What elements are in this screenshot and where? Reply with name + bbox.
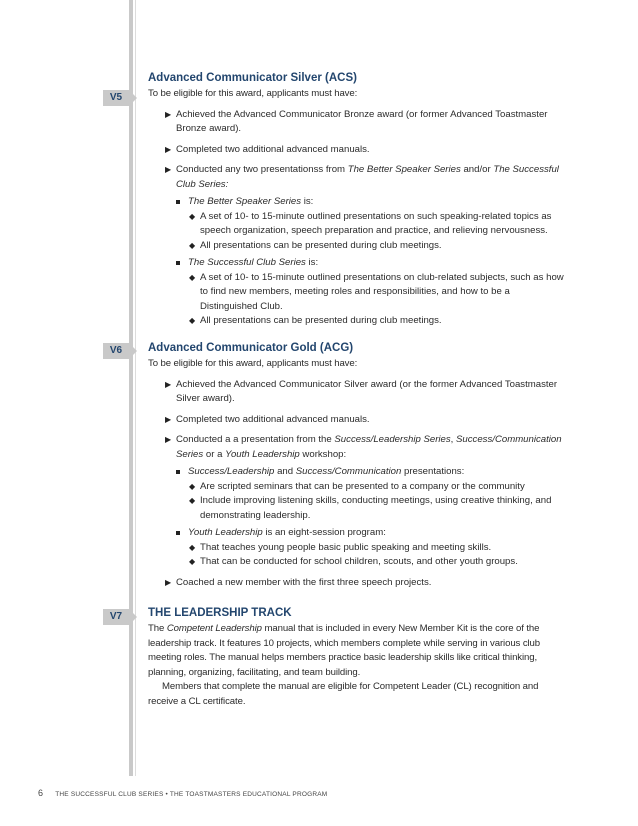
- acg-s2-d1: That teaches young people basic public speaking and meeting skills.: [200, 541, 492, 553]
- arrow-right-icon: ▶: [165, 109, 172, 119]
- lt-p1-post: manual that is included in every New Member Kit is the core of the leadership track. It features 10 projects, which members complete while serving in various club meeting roles. The manual helps members practice basic leadership skills like critical thinking, planning, organizing, facilitating, and team building.: [148, 623, 541, 678]
- diamond-icon: ◆: [189, 240, 196, 250]
- diamond-icon: ◆: [189, 272, 196, 282]
- acs-s1-post: is:: [301, 196, 314, 207]
- acs-b3-mid: and/or: [460, 164, 494, 175]
- tab-v5: V5: [103, 90, 129, 106]
- acg-section: [148, 342, 564, 590]
- margin-rule: [129, 0, 133, 776]
- acg-s1-post: presentations:: [401, 466, 465, 477]
- square-icon: [176, 261, 180, 265]
- acs-s2-d1: A set of 10- to 15-minute outlined presentations on club-related subjects, such as how to find new members, meeting roles and responsibilities, and how to be a Distinguished Club.: [200, 271, 564, 312]
- acs-heading: Advanced Communicator Silver (ACS): [148, 72, 357, 84]
- acg-s1-italic2: Success/Communication: [295, 466, 402, 477]
- sub-sub-item: [148, 239, 564, 254]
- sub-sub-item: [148, 494, 564, 523]
- acg-s2-d2: That can be conducted for school children, scouts, and other youth groups.: [200, 556, 518, 567]
- arrow-right-icon: ▶: [165, 165, 172, 174]
- acs-intro: To be eligible for this award, applicants must have:: [148, 88, 358, 99]
- acg-intro: To be eligible for this award, applicants must have:: [148, 358, 358, 369]
- acg-s1-italic1: Success/Leadership: [188, 466, 275, 477]
- sub-list-item: [148, 195, 564, 210]
- acg-heading: Advanced Communicator Gold (ACG): [148, 342, 354, 354]
- diamond-icon: ◆: [189, 542, 196, 552]
- acg-b1: Achieved the Advanced Communicator Silver award (or the former Advanced Toastmaster Silver award).: [176, 378, 558, 404]
- acs-s2-d2: All presentations can be presented during club meetings.: [200, 315, 442, 326]
- acs-s2-italic: The Successful Club Series: [188, 257, 306, 268]
- tab-v7: V7: [103, 609, 129, 625]
- tab-v6: V6: [103, 343, 129, 359]
- diamond-icon: ◆: [189, 557, 196, 566]
- footer-text: THE SUCCESSFUL CLUB SERIES • THE TOASTMASTERS EDUCATIONAL PROGRAM: [55, 791, 328, 798]
- list-item: [148, 413, 564, 428]
- acs-b3-italic1: The Better Speaker Series: [347, 164, 461, 175]
- acg-s1-d2: Include improving listening skills, conducting meetings, using creative thinking, and demonstrating leadership.: [200, 495, 552, 521]
- sub-list-item: [148, 256, 564, 271]
- acs-section: [148, 72, 564, 329]
- diamond-icon: ◆: [189, 316, 196, 325]
- sub-sub-item: [148, 210, 564, 239]
- list-item: [148, 143, 564, 158]
- lt-p1-pre: The: [148, 623, 167, 634]
- square-icon: [176, 531, 180, 535]
- sub-sub-item: [148, 271, 564, 315]
- acg-b2: Completed two additional advanced manuals.: [176, 413, 370, 425]
- acs-s1-d1: A set of 10- to 15-minute outlined presentations on such speaking-related topics as speech organization, speech preparation and practice, and relieving nervousness.: [200, 210, 552, 236]
- lt-p1-italic: Competent Leadership: [166, 623, 262, 634]
- arrow-right-icon: ▶: [165, 414, 172, 424]
- arrow-right-icon: ▶: [165, 577, 172, 587]
- sub-sub-item: [148, 314, 564, 329]
- acg-s2-post: is an eight-session program:: [262, 527, 386, 538]
- acg-s1-and: and: [274, 466, 296, 477]
- acs-b3-text: Conducted any two presentationss from: [176, 164, 348, 175]
- acg-s2-italic: Youth Leadership: [188, 527, 263, 538]
- acs-b2: Completed two additional advanced manuals.: [176, 143, 370, 155]
- sub-sub-item: [148, 541, 564, 556]
- leadership-p1: [148, 622, 564, 680]
- square-icon: [176, 470, 180, 474]
- footer: [38, 788, 327, 798]
- acg-b4: Coached a new member with the first three speech projects.: [176, 576, 432, 588]
- acs-b3-italic2: The Successful Club Series:: [176, 164, 559, 190]
- acg-b3-italic1: Success/Leadership Series: [334, 434, 451, 445]
- diamond-icon: ◆: [189, 496, 196, 505]
- acg-s1-d1: Are scripted seminars that can be presented to a company or the community: [200, 480, 525, 492]
- margin-rule-thin: [135, 0, 136, 776]
- diamond-icon: ◆: [189, 211, 196, 221]
- acg-b3-comma: ,: [450, 434, 457, 445]
- acg-b3-or: or a: [203, 448, 226, 460]
- acg-b3-italic2: Success/Communication Series: [176, 434, 562, 460]
- list-item: [148, 378, 564, 407]
- leadership-p2: Members that complete the manual are eligible for Competent Leader (CL) recognition and receive a CL certificate.: [148, 681, 539, 707]
- sub-list-item: [148, 526, 564, 541]
- diamond-icon: ◆: [189, 481, 196, 491]
- list-item: [148, 433, 564, 462]
- acs-s1-d2: All presentations can be presented during club meetings.: [200, 239, 442, 251]
- sub-sub-item: [148, 480, 564, 495]
- acg-b3-italic3: Youth Leadership: [225, 448, 300, 460]
- sub-sub-item: [148, 555, 564, 570]
- acg-b3-text: Conducted a a presentation from the: [176, 434, 335, 445]
- sub-list-item: [148, 465, 564, 480]
- page-number: 6: [38, 788, 44, 798]
- list-item: [148, 576, 564, 591]
- leadership-heading: THE LEADERSHIP TRACK: [148, 607, 292, 619]
- acs-b1: Achieved the Advanced Communicator Bronze award (or former Advanced Toastmaster Bronze award).: [176, 108, 548, 134]
- acs-s1-italic: The Better Speaker Series: [188, 196, 302, 207]
- arrow-right-icon: ▶: [165, 379, 172, 389]
- arrow-right-icon: ▶: [165, 144, 172, 154]
- acg-b3-post: workshop:: [299, 448, 347, 460]
- list-item: [148, 163, 564, 192]
- square-icon: [176, 200, 180, 204]
- leadership-section: [148, 607, 564, 709]
- acs-s2-post: is:: [305, 257, 319, 268]
- list-item: [148, 108, 564, 137]
- arrow-right-icon: ▶: [165, 435, 172, 444]
